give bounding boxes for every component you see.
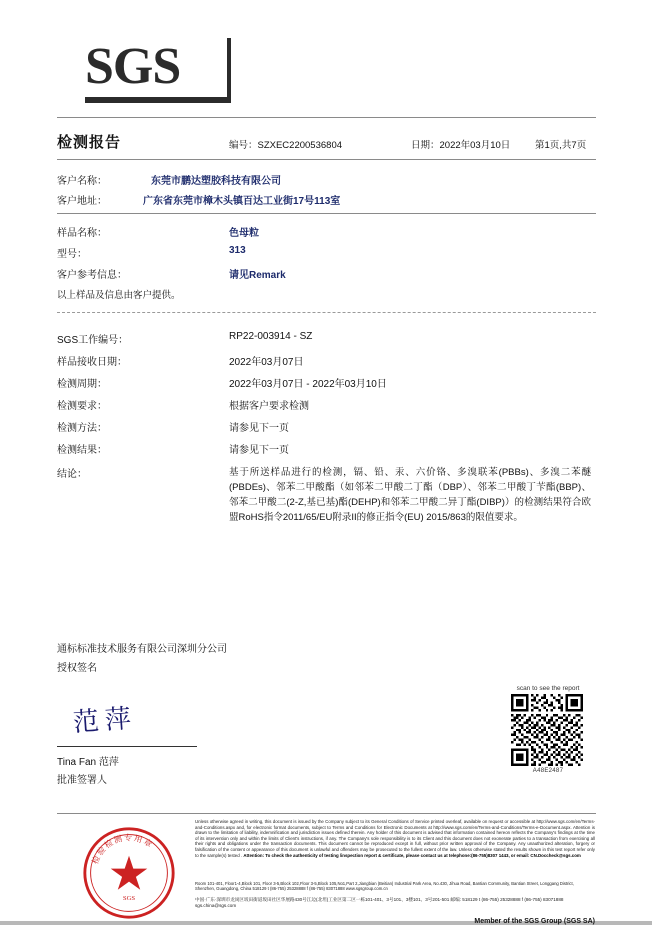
page-title: 检测报告 [57, 134, 122, 151]
customer-address-value: 广东省东莞市樟木头镇百达工业街17号113室 [143, 196, 341, 207]
footer-terms-text: Unless otherwise agreed in writing, this document is issued by the Company subject to its General Conditions of Service printed overleaf, available on request or accessible at http://www.sgs.com/en/Terms-and-Conditions.aspx and, for electronic format documents, subject to Terms and Conditions for Electronic Documents at http://www.sgs.com/en/Terms-and-Conditions/Terms-e-Document.aspx. Attention is drawn to the limitation of liability, indemnification and jurisdiction issues defined therein. Any holder of this document is advised that information contained hereon reflects the Company's findings at the time of its intervention only and within the limits of Client's instructions, if any. The Company's sole responsibility is to its Client and this document does not exonerate parties to a transaction from exercising all their rights and obligations under the transaction documents. This document cannot be reproduced except in full, without prior written approval of the Company. Any unauthorized alteration, forgery or falsification of the content or appearance of this document is unlawful and offenders may be prosecuted to the fullest extent of the law. Unless otherwise stated the results shown in this test report refer only to the sample(s) tested . [195, 819, 595, 858]
authorized-signature-label: 授权签名 [57, 663, 97, 674]
divider-footer [57, 813, 596, 814]
signer-name: Tina Fan 范萍 [57, 757, 119, 768]
receive-date-value: 2022年03月07日 [229, 357, 304, 368]
customer-name-value: 东莞市鹏达塑胶科技有限公司 [151, 176, 281, 187]
handwritten-signature: 范萍 [72, 703, 138, 738]
svg-text:SGS: SGS [122, 894, 136, 902]
footer-address-cn-text: 中国·广东·深圳市龙岗区坂田街道坂田社区华展路430号江边(北坦)工业区第二区一栋101-401、3号101、3楼101、3号201-501 邮编: 518129 [195, 897, 478, 902]
sgs-logo-tick [227, 38, 231, 100]
footer-address-en-tel: t (86-755) 25328888 f (86-755) 83071888 www.sgsgroup.com.cn [267, 886, 388, 892]
test-requirement-value: 根据客户要求检测 [229, 401, 309, 412]
page-indicator: 第1页,共7页 [535, 140, 587, 151]
conclusion-text: 基于所送样品进行的检测，镉、铅、汞、六价铬、多溴联苯(PBBs)、多溴二苯醚(PBDEs)、邻苯二甲酸酯（如邻苯二甲酸二丁酯（DBP）、邻苯二甲酸丁苄酯(BBP)、邻苯二甲酸二(2-Z,基已基)酯(DEHP)和邻苯二甲酸二异丁酯(DIBP)）的检测结果符合欧盟RoHS指令2011/65/EU附录II的修正指令(EU) 2015/863的限值要求。 [229, 467, 591, 523]
qr-caption: scan to see the report [516, 685, 580, 692]
qr-code-image[interactable] [511, 694, 583, 766]
svg-text:检验检测专用章: 检验检测专用章 [90, 833, 155, 866]
customer-name-label: 客户名称： [57, 176, 107, 187]
footer-member: Member of the SGS Group (SGS SA) [474, 918, 595, 925]
test-period-label: 检测周期： [57, 379, 107, 390]
footer-address-cn-tel: t (86-755) 25328888 f (86-755) 83071888 sgs.china@sgs.com [195, 897, 564, 908]
divider-header [57, 159, 596, 160]
test-method-label: 检测方法： [57, 423, 107, 434]
footer-address-en-text: Room 101-401, Floor1-4,Block 101, Floor 3-5,Block 102,Floor 3-5,Block 105,No1,Part 2,Jiangbian (Beitian) Industrial Park Area, No.430, Jihua Road, Bantian Community, Bantian Street, Longgang District, Shenzhen, Guangdong, China 518129 [195, 881, 574, 892]
sample-name-value: 色母粒 [229, 228, 259, 239]
qr-code-text: A48E2487 [532, 768, 564, 774]
test-method-value: 请参见下一页 [229, 423, 289, 434]
footer-address-en [195, 881, 595, 892]
footer-attention-text: Attention: To check the authenticity of testing /inspection report & certificate, please contact us at telephone:(86-755)8307 1443, or email: CN.Doccheck@sgs.com [243, 852, 581, 858]
customer-address-label: 客户地址： [57, 196, 107, 207]
sample-model-value: 313 [229, 245, 246, 256]
sgs-logo: SGS [85, 38, 181, 95]
divider-dashed [57, 312, 596, 313]
test-requirement-label: 检测要求： [57, 401, 107, 412]
footer-terms [195, 819, 595, 858]
footer-address-cn [195, 897, 595, 909]
receive-date-label: 样品接收日期： [57, 357, 127, 368]
sample-name-label: 样品名称： [57, 228, 107, 239]
sample-model-label: 型号： [57, 249, 87, 260]
test-period-value: 2022年03月07日 - 2022年03月10日 [229, 379, 387, 390]
signature-rule [57, 746, 197, 747]
test-result-value: 请参见下一页 [229, 445, 289, 456]
sgs-logo-underline [85, 97, 231, 103]
report-date: 日期：2022年03月10日 [411, 140, 511, 151]
work-no-label: SGS工作编号： [57, 335, 129, 346]
signing-company: 通标标准技术服务有限公司深圳分公司 [57, 644, 227, 655]
divider-top [57, 117, 596, 118]
report-number: 编号：SZXEC2200536804 [229, 140, 343, 151]
official-red-stamp [81, 825, 177, 921]
divider-customer [57, 213, 596, 214]
qr-block[interactable] [511, 685, 585, 774]
work-no-value: RP22-003914 - SZ [229, 331, 313, 342]
signer-role: 批准签署人 [57, 775, 107, 786]
sample-reference-value: 请见Remark [229, 270, 286, 281]
test-result-label: 检测结果： [57, 445, 107, 456]
conclusion-label: 结论： [57, 469, 87, 480]
report-sheet [33, 13, 619, 925]
sample-note: 以上样品及信息由客户提供。 [57, 290, 181, 301]
sample-reference-label: 客户参考信息： [57, 270, 127, 281]
